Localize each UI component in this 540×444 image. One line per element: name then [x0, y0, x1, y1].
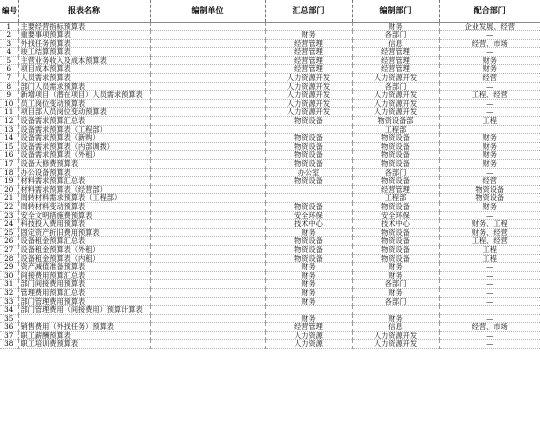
cell-report-name[interactable]: 办公设备预算表 — [18, 168, 150, 177]
cell-cooperating-dept[interactable]: 经营 — [439, 74, 540, 83]
cell-report-name[interactable]: 设备租金预算表（内租） — [18, 254, 150, 263]
cell-number[interactable]: 26 — [0, 237, 18, 246]
cell-cooperating-dept[interactable]: — — [439, 48, 540, 57]
cell-summary-dept[interactable] — [265, 22, 352, 31]
table-row — [0, 65, 540, 74]
cell-number[interactable]: 38 — [0, 340, 18, 349]
table-row — [0, 31, 540, 40]
cell-compiling-dept[interactable]: 技术中心 — [352, 220, 439, 229]
cell-compiling-dept[interactable]: 经营管理 — [352, 56, 439, 65]
cell-compiling-unit[interactable] — [150, 185, 265, 194]
cell-cooperating-dept[interactable]: — — [439, 168, 540, 177]
cell-cooperating-dept[interactable]: 财务 — [439, 151, 540, 160]
table-row — [0, 306, 540, 315]
table-row — [0, 245, 540, 254]
cell-cooperating-dept[interactable]: — — [439, 331, 540, 340]
header-compiling-dept[interactable]: 编制部门 — [352, 0, 439, 22]
cell-cooperating-dept[interactable]: — — [439, 314, 540, 323]
cell-compiling-unit[interactable] — [150, 142, 265, 151]
cell-cooperating-dept[interactable]: 财务 — [439, 134, 540, 143]
cell-compiling-unit[interactable] — [150, 228, 265, 237]
cell-compiling-dept[interactable]: 物资设备 — [352, 237, 439, 246]
cell-report-name[interactable]: 项目成本预算表 — [18, 65, 150, 74]
cell-compiling-dept[interactable]: 工程部 — [352, 194, 439, 203]
cell-summary-dept[interactable]: 物资设备 — [265, 177, 352, 186]
cell-number[interactable]: 28 — [0, 254, 18, 263]
cell-cooperating-dept[interactable]: 财务 — [439, 202, 540, 211]
cell-report-name[interactable]: 新增项目（潜在项目）人员需求预算表 — [18, 91, 150, 100]
header-summary-dept[interactable]: 汇总部门 — [265, 0, 352, 22]
cell-report-name[interactable]: 资产减值准备预算表 — [18, 263, 150, 272]
cell-summary-dept[interactable]: 人力资源开发 — [265, 74, 352, 83]
cell-summary-dept[interactable]: 物资设备 — [265, 151, 352, 160]
cell-number[interactable]: 4 — [0, 48, 18, 57]
cell-report-name[interactable]: 间接费用预算汇总表 — [18, 271, 150, 280]
table-body — [0, 22, 540, 349]
cell-summary-dept[interactable]: 人力资源 — [265, 340, 352, 349]
cell-number[interactable]: 8 — [0, 82, 18, 91]
cell-number[interactable]: 17 — [0, 160, 18, 169]
cell-summary-dept[interactable]: 安全环保 — [265, 211, 352, 220]
cell-report-name[interactable]: 材料需求预算表（经营部） — [18, 185, 150, 194]
cell-cooperating-dept[interactable]: 工程、经营 — [439, 91, 540, 100]
cell-number[interactable]: 1 — [0, 22, 18, 31]
cell-compiling-unit[interactable] — [150, 211, 265, 220]
cell-summary-dept[interactable]: 人力资源 — [265, 331, 352, 340]
cell-summary-dept[interactable]: 物资设备 — [265, 160, 352, 169]
table-row — [0, 177, 540, 186]
cell-cooperating-dept[interactable]: 经营、市场 — [439, 39, 540, 48]
cell-report-name[interactable]: 部门管理费用预算表 — [18, 297, 150, 306]
cell-summary-dept[interactable]: 物资设备 — [265, 254, 352, 263]
cell-summary-dept[interactable]: 物资设备 — [265, 117, 352, 126]
cell-report-name[interactable]: 主要经营指标预算表 — [18, 22, 150, 31]
cell-compiling-unit[interactable] — [150, 245, 265, 254]
cell-number[interactable]: 36 — [0, 323, 18, 332]
cell-summary-dept[interactable]: 物资设备 — [265, 237, 352, 246]
cell-report-name[interactable]: 安全文明措施费预算表 — [18, 211, 150, 220]
cell-compiling-unit[interactable] — [150, 48, 265, 57]
cell-compiling-unit[interactable] — [150, 237, 265, 246]
cell-number[interactable]: 3 — [0, 39, 18, 48]
cell-number[interactable]: 34 — [0, 306, 18, 315]
cell-cooperating-dept[interactable]: 物资设备 — [439, 194, 540, 203]
cell-cooperating-dept[interactable]: — — [439, 271, 540, 280]
cell-compiling-unit[interactable] — [150, 220, 265, 229]
cell-number[interactable]: 14 — [0, 134, 18, 143]
cell-number[interactable]: 21 — [0, 194, 18, 203]
cell-report-name[interactable]: 人员需求预算表 — [18, 74, 150, 83]
cell-compiling-dept[interactable]: 物资设备 — [352, 245, 439, 254]
cell-cooperating-dept[interactable]: — — [439, 31, 540, 40]
cell-compiling-dept[interactable]: 各部门 — [352, 297, 439, 306]
table-row — [0, 39, 540, 48]
cell-number[interactable]: 9 — [0, 91, 18, 100]
cell-compiling-unit[interactable] — [150, 125, 265, 134]
cell-number[interactable]: 15 — [0, 142, 18, 151]
cell-summary-dept[interactable]: 财务 — [265, 31, 352, 40]
cell-summary-dept[interactable]: 财务 — [265, 228, 352, 237]
cell-number[interactable]: 6 — [0, 65, 18, 74]
cell-summary-dept[interactable]: 物资设备 — [265, 202, 352, 211]
cell-compiling-dept[interactable]: 财务 — [352, 271, 439, 280]
cell-report-name[interactable]: 设备租金预算表（外租） — [18, 245, 150, 254]
cell-compiling-dept[interactable]: 经营管理 — [352, 48, 439, 57]
cell-report-name[interactable]: 部门管理费用（间接费用）预算计算表 — [18, 306, 150, 315]
cell-compiling-unit[interactable] — [150, 306, 265, 315]
cell-summary-dept[interactable]: 经营管理 — [265, 48, 352, 57]
cell-report-name[interactable]: 部门人员需求预算表 — [18, 82, 150, 91]
cell-compiling-unit[interactable] — [150, 323, 265, 332]
cell-compiling-dept[interactable]: 物资设备 — [352, 151, 439, 160]
cell-summary-dept[interactable]: 财务 — [265, 297, 352, 306]
cell-summary-dept[interactable]: 办公室 — [265, 168, 352, 177]
cell-cooperating-dept[interactable]: 财务 — [439, 65, 540, 74]
cell-number[interactable]: 32 — [0, 288, 18, 297]
cell-compiling-dept[interactable]: 人力资源开发 — [352, 108, 439, 117]
cell-number[interactable]: 25 — [0, 228, 18, 237]
cell-compiling-unit[interactable] — [150, 39, 265, 48]
cell-summary-dept[interactable]: 物资设备 — [265, 134, 352, 143]
table-row — [0, 22, 540, 31]
cell-number[interactable]: 20 — [0, 185, 18, 194]
cell-cooperating-dept[interactable]: — — [439, 263, 540, 272]
cell-number[interactable]: 19 — [0, 177, 18, 186]
cell-compiling-dept[interactable]: 物资设备 — [352, 160, 439, 169]
cell-report-name[interactable]: 设备需求预算表（新购） — [18, 134, 150, 143]
cell-compiling-dept[interactable]: 物资设备部 — [352, 117, 439, 126]
cell-summary-dept[interactable]: 人力资源开发 — [265, 91, 352, 100]
cell-compiling-unit[interactable] — [150, 202, 265, 211]
cell-report-name[interactable]: 部门间接费用预算表 — [18, 280, 150, 289]
cell-compiling-unit[interactable] — [150, 177, 265, 186]
cell-compiling-unit[interactable] — [150, 108, 265, 117]
cell-report-name[interactable]: 周转材料需求预算表（工程部） — [18, 194, 150, 203]
cell-compiling-dept[interactable]: 各部门 — [352, 280, 439, 289]
cell-report-name[interactable]: 设备租金预算汇总表 — [18, 237, 150, 246]
table-row — [0, 160, 540, 169]
cell-number[interactable]: 12 — [0, 117, 18, 126]
table-row — [0, 331, 540, 340]
cell-cooperating-dept[interactable]: — — [439, 280, 540, 289]
cell-number[interactable]: 31 — [0, 280, 18, 289]
cell-compiling-unit[interactable] — [150, 331, 265, 340]
cell-summary-dept[interactable]: 财务 — [265, 288, 352, 297]
cell-report-name[interactable]: 外找任务预算表 — [18, 39, 150, 48]
table-row — [0, 74, 540, 83]
cell-cooperating-dept[interactable] — [439, 125, 540, 134]
cell-compiling-dept[interactable]: 人力资源开发 — [352, 331, 439, 340]
cell-compiling-unit[interactable] — [150, 280, 265, 289]
cell-report-name[interactable]: 设备需求预算表（外租） — [18, 151, 150, 160]
cell-report-name[interactable]: 设备需求预算表（内部调拨） — [18, 142, 150, 151]
cell-compiling-dept[interactable]: 财务 — [352, 314, 439, 323]
cell-number[interactable]: 37 — [0, 331, 18, 340]
cell-compiling-unit[interactable] — [150, 254, 265, 263]
cell-compiling-dept[interactable]: 财务 — [352, 22, 439, 31]
cell-report-name[interactable]: 主营业务收入及成本预算表 — [18, 56, 150, 65]
header-number[interactable]: 编号 — [0, 0, 18, 22]
cell-compiling-dept[interactable]: 各部门 — [352, 168, 439, 177]
header-report-name[interactable]: 报表名称 — [18, 0, 150, 22]
header-row — [0, 0, 540, 22]
cell-report-name[interactable]: 项目部人员岗位变动预算表 — [18, 108, 150, 117]
cell-report-name[interactable]: 设备大修费预算表 — [18, 160, 150, 169]
cell-cooperating-dept[interactable]: 经营、市场 — [439, 323, 540, 332]
cell-cooperating-dept[interactable] — [439, 306, 540, 315]
cell-cooperating-dept[interactable]: 物资设备 — [439, 185, 540, 194]
cell-number[interactable]: 7 — [0, 74, 18, 83]
cell-summary-dept[interactable]: 经营管理 — [265, 39, 352, 48]
cell-number[interactable]: 35 — [0, 314, 18, 323]
cell-number[interactable]: 11 — [0, 108, 18, 117]
cell-compiling-dept[interactable]: 经营管理 — [352, 65, 439, 74]
cell-compiling-dept[interactable]: 人力资源开发 — [352, 91, 439, 100]
cell-compiling-unit[interactable] — [150, 271, 265, 280]
cell-number[interactable]: 27 — [0, 245, 18, 254]
cell-compiling-dept[interactable]: 物资设备 — [352, 228, 439, 237]
cell-cooperating-dept[interactable]: 财务 — [439, 160, 540, 169]
table-row — [0, 151, 540, 160]
cell-compiling-dept[interactable]: 物资设备 — [352, 202, 439, 211]
cell-report-name[interactable]: 职工薪酬预算表 — [18, 331, 150, 340]
cell-summary-dept[interactable]: 人力资源开发 — [265, 108, 352, 117]
table-row — [0, 202, 540, 211]
table-row — [0, 220, 540, 229]
cell-compiling-dept[interactable]: 物资设备 — [352, 134, 439, 143]
cell-compiling-dept[interactable]: 人力资源开发 — [352, 99, 439, 108]
cell-cooperating-dept[interactable]: — — [439, 340, 540, 349]
cell-number[interactable]: 2 — [0, 31, 18, 40]
cell-cooperating-dept[interactable]: 财务 — [439, 142, 540, 151]
cell-compiling-dept[interactable]: 人力资源开发 — [352, 74, 439, 83]
cell-summary-dept[interactable]: 经营管理 — [265, 56, 352, 65]
cell-cooperating-dept[interactable]: 工程 — [439, 254, 540, 263]
cell-summary-dept[interactable] — [265, 125, 352, 134]
cell-summary-dept[interactable]: 经营管理 — [265, 323, 352, 332]
cell-compiling-unit[interactable] — [150, 297, 265, 306]
table-row — [0, 340, 540, 349]
cell-cooperating-dept[interactable]: — — [439, 288, 540, 297]
cell-number[interactable]: 10 — [0, 99, 18, 108]
cell-summary-dept[interactable] — [265, 194, 352, 203]
cell-cooperating-dept[interactable]: 财务、经营 — [439, 228, 540, 237]
cell-cooperating-dept[interactable]: 财务、工程 — [439, 220, 540, 229]
cell-summary-dept[interactable] — [265, 306, 352, 315]
cell-report-name[interactable]: 材料需求预算汇总表 — [18, 177, 150, 186]
cell-cooperating-dept[interactable]: 工程 — [439, 245, 540, 254]
cell-compiling-unit[interactable] — [150, 134, 265, 143]
cell-number[interactable]: 24 — [0, 220, 18, 229]
cell-summary-dept[interactable]: 财务 — [265, 280, 352, 289]
cell-compiling-unit[interactable] — [150, 56, 265, 65]
cell-cooperating-dept[interactable]: 财务 — [439, 56, 540, 65]
table-row — [0, 263, 540, 272]
cell-summary-dept[interactable]: 人力资源开发 — [265, 99, 352, 108]
cell-cooperating-dept[interactable]: — — [439, 82, 540, 91]
cell-compiling-unit[interactable] — [150, 151, 265, 160]
cell-compiling-unit[interactable] — [150, 65, 265, 74]
header-cooperating-dept[interactable]: 配合部门 — [439, 0, 540, 22]
cell-number[interactable]: 5 — [0, 56, 18, 65]
cell-compiling-unit[interactable] — [150, 194, 265, 203]
cell-cooperating-dept[interactable]: 经营 — [439, 177, 540, 186]
cell-summary-dept[interactable]: 人力资源开发 — [265, 82, 352, 91]
cell-report-name[interactable]: 员工岗位变动预算表 — [18, 99, 150, 108]
cell-compiling-dept[interactable]: 各部门 — [352, 82, 439, 91]
cell-summary-dept[interactable]: 物资设备 — [265, 245, 352, 254]
cell-report-name[interactable]: 设备需求预算表（工程部） — [18, 125, 150, 134]
cell-compiling-unit[interactable] — [150, 117, 265, 126]
cell-compiling-dept[interactable]: 经营管理 — [352, 185, 439, 194]
cell-compiling-dept[interactable]: 物资设备 — [352, 177, 439, 186]
cell-compiling-unit[interactable] — [150, 160, 265, 169]
cell-compiling-dept[interactable]: 各部门 — [352, 31, 439, 40]
cell-cooperating-dept[interactable]: — — [439, 211, 540, 220]
cell-number[interactable]: 29 — [0, 263, 18, 272]
cell-report-name[interactable]: 设备需求预算汇总表 — [18, 117, 150, 126]
cell-number[interactable]: 30 — [0, 271, 18, 280]
table-row — [0, 117, 540, 126]
cell-number[interactable]: 33 — [0, 297, 18, 306]
cell-compiling-unit[interactable] — [150, 31, 265, 40]
cell-report-name[interactable]: 销售费用（外找任务）预算表 — [18, 323, 150, 332]
cell-summary-dept[interactable]: 财务 — [265, 263, 352, 272]
cell-compiling-unit[interactable] — [150, 314, 265, 323]
cell-compiling-dept[interactable]: 财务 — [352, 288, 439, 297]
cell-compiling-unit[interactable] — [150, 288, 265, 297]
cell-compiling-unit[interactable] — [150, 91, 265, 100]
cell-cooperating-dept[interactable]: 企业发展、经营 — [439, 22, 540, 31]
cell-compiling-dept[interactable]: 信息 — [352, 39, 439, 48]
cell-compiling-dept[interactable]: 财务 — [352, 263, 439, 272]
cell-summary-dept[interactable]: 技术中心 — [265, 220, 352, 229]
cell-summary-dept[interactable]: 物资设备 — [265, 142, 352, 151]
cell-compiling-dept[interactable]: 人力资源开发 — [352, 340, 439, 349]
cell-cooperating-dept[interactable]: — — [439, 108, 540, 117]
cell-cooperating-dept[interactable]: — — [439, 99, 540, 108]
cell-report-name[interactable]: 周转材料变动预算表 — [18, 202, 150, 211]
cell-report-name[interactable]: 职工培训费预算表 — [18, 340, 150, 349]
cell-compiling-dept[interactable]: 工程部 — [352, 125, 439, 134]
cell-summary-dept[interactable]: 财务 — [265, 271, 352, 280]
cell-compiling-unit[interactable] — [150, 99, 265, 108]
table-row — [0, 288, 540, 297]
table-row — [0, 323, 540, 332]
cell-number[interactable]: 23 — [0, 211, 18, 220]
cell-summary-dept[interactable] — [265, 185, 352, 194]
cell-report-name[interactable]: 科技投入费用预算表 — [18, 220, 150, 229]
cell-summary-dept[interactable]: 财务 — [265, 314, 352, 323]
cell-compiling-unit[interactable] — [150, 74, 265, 83]
cell-compiling-unit[interactable] — [150, 340, 265, 349]
table-row — [0, 56, 540, 65]
cell-report-name[interactable]: 管理费用预算汇总表 — [18, 288, 150, 297]
cell-compiling-dept[interactable]: 信息 — [352, 323, 439, 332]
cell-report-name[interactable]: 固定资产折旧费用预算表 — [18, 228, 150, 237]
cell-compiling-unit[interactable] — [150, 168, 265, 177]
cell-compiling-dept[interactable]: 物资设备 — [352, 254, 439, 263]
cell-compiling-dept[interactable] — [352, 306, 439, 315]
cell-cooperating-dept[interactable]: — — [439, 297, 540, 306]
cell-cooperating-dept[interactable]: 工程 — [439, 117, 540, 126]
cell-compiling-unit[interactable] — [150, 22, 265, 31]
cell-report-name[interactable]: 竣工结算预算表 — [18, 48, 150, 57]
cell-number[interactable]: 22 — [0, 202, 18, 211]
cell-number[interactable]: 13 — [0, 125, 18, 134]
cell-compiling-unit[interactable] — [150, 82, 265, 91]
cell-compiling-dept[interactable]: 安全环保 — [352, 211, 439, 220]
cell-summary-dept[interactable]: 经营管理 — [265, 65, 352, 74]
cell-compiling-unit[interactable] — [150, 263, 265, 272]
header-compiling-unit[interactable]: 编制单位 — [150, 0, 265, 22]
cell-number[interactable]: 16 — [0, 151, 18, 160]
cell-number[interactable]: 18 — [0, 168, 18, 177]
cell-cooperating-dept[interactable]: 工程、经营 — [439, 237, 540, 246]
cell-compiling-dept[interactable]: 物资设备 — [352, 142, 439, 151]
cell-report-name[interactable]: 重要事项预算表 — [18, 31, 150, 40]
